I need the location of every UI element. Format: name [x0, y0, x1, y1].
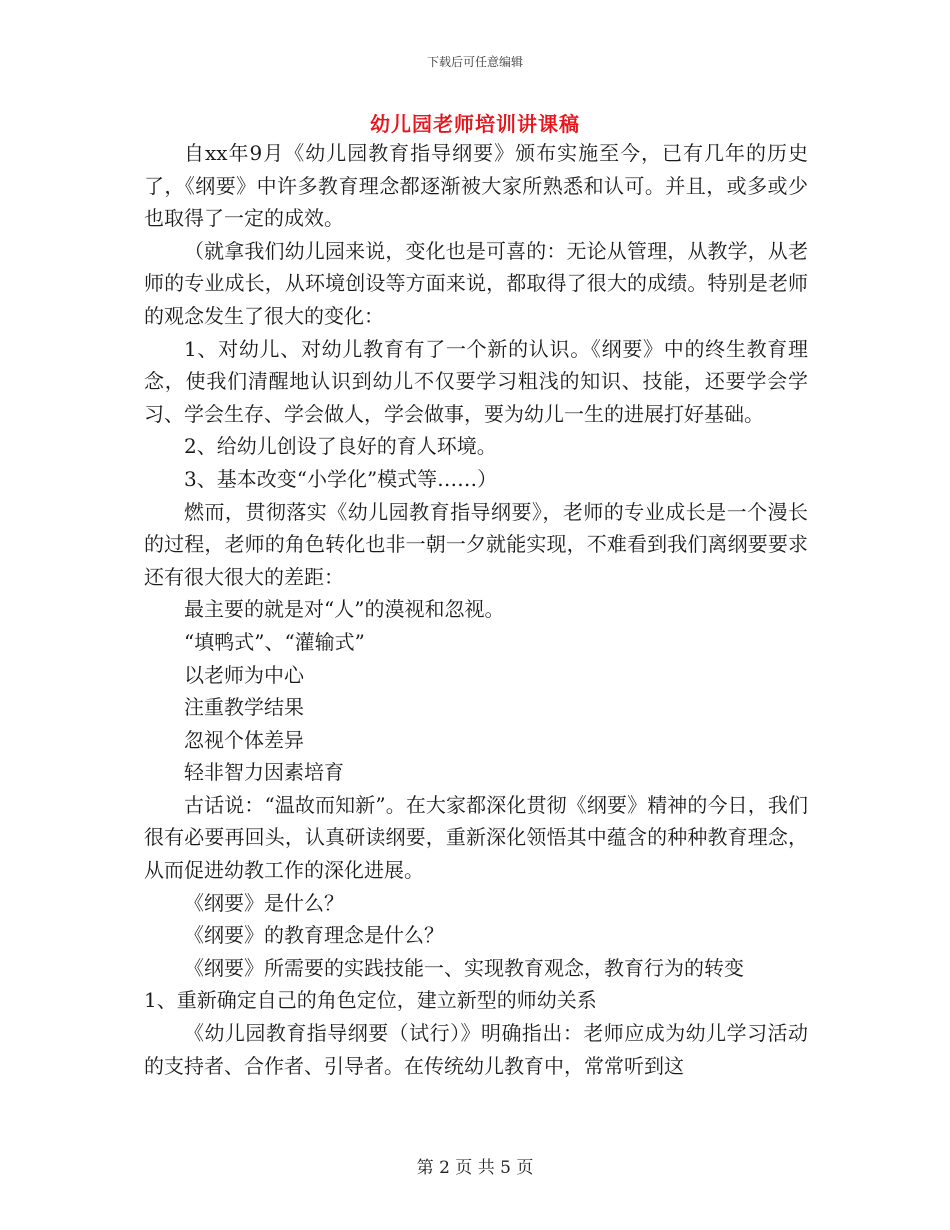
paragraph: 古话说：“温故而知新”。在大家都深化贯彻《纲要》精神的今日，我们很有必要再回头，认真研读纲要，重新深化领悟其中蕴含的种种教育理念，从而促进幼教工作的深化进展。: [144, 792, 808, 883]
paragraph: （就拿我们幼儿园来说，变化也是可喜的：无论从管理，从教学，从老师的专业成长，从环境创设等方面来说，都取得了很大的成绩。特别是老师的观念发生了很大的变化：: [144, 238, 808, 328]
paragraph: 《纲要》是什么？: [184, 890, 344, 915]
paragraph: 忽视个体差异: [184, 727, 304, 752]
paragraph: 燃而，贯彻落实《幼儿园教育指导纲要》，老师的专业成长是一个漫长的过程，老师的角色转化也非一朝一夕就能实现，不难看到我们离纲要要求还有很大很大的差距：: [144, 499, 808, 589]
paragraph: 1、重新确定自己的角色定位，建立新型的师幼关系: [144, 988, 597, 1013]
header-note: 下载后可任意编辑: [426, 55, 523, 69]
paragraph: 以老师为中心: [184, 662, 304, 687]
paragraph: 《纲要》的教育理念是什么？: [184, 923, 444, 948]
paragraph: 1、对幼儿、对幼儿教育有了一个新的认识。《纲要》中的终生教育理念，使我们清醒地认识到幼儿不仅要学习粗浅的知识、技能，还要学会学习、学会生存、学会做人，学会做事，要为幼儿一生的进展打好基础。: [144, 336, 808, 426]
paragraph: 2、给幼儿创设了良好的育人环境。: [184, 434, 497, 459]
paragraph: “填鸭式”、“灌输式”: [184, 629, 365, 654]
paragraph: 3、基本改变“小学化”模式等……）: [184, 466, 498, 491]
document-body: [144, 137, 808, 1082]
document-title: 幼儿园老师培训讲课稿: [370, 112, 580, 136]
paragraph: 《幼儿园教育指导纲要（试行）》明确指出：老师应成为幼儿学习活动的支持者、合作者、引导者。在传统幼儿教育中，常常听到这: [144, 1021, 808, 1078]
paragraph: 自xx年9月《幼儿园教育指导纲要》颁布实施至今，已有几年的历史了，《纲要》中许多教育理念都逐渐被大家所熟悉和认可。并且，或多或少也取得了一定的成效。: [144, 141, 808, 231]
paragraph: 最主要的就是对“人”的漠视和忽视。: [184, 597, 505, 622]
paragraph: 注重教学结果: [184, 695, 304, 720]
paragraph: 轻非智力因素培育: [184, 760, 344, 785]
page-number: 第 2 页 共 5 页: [416, 1158, 534, 1178]
paragraph: 《纲要》所需要的实践技能一、实现教育观念，教育行为的转变: [184, 955, 744, 980]
